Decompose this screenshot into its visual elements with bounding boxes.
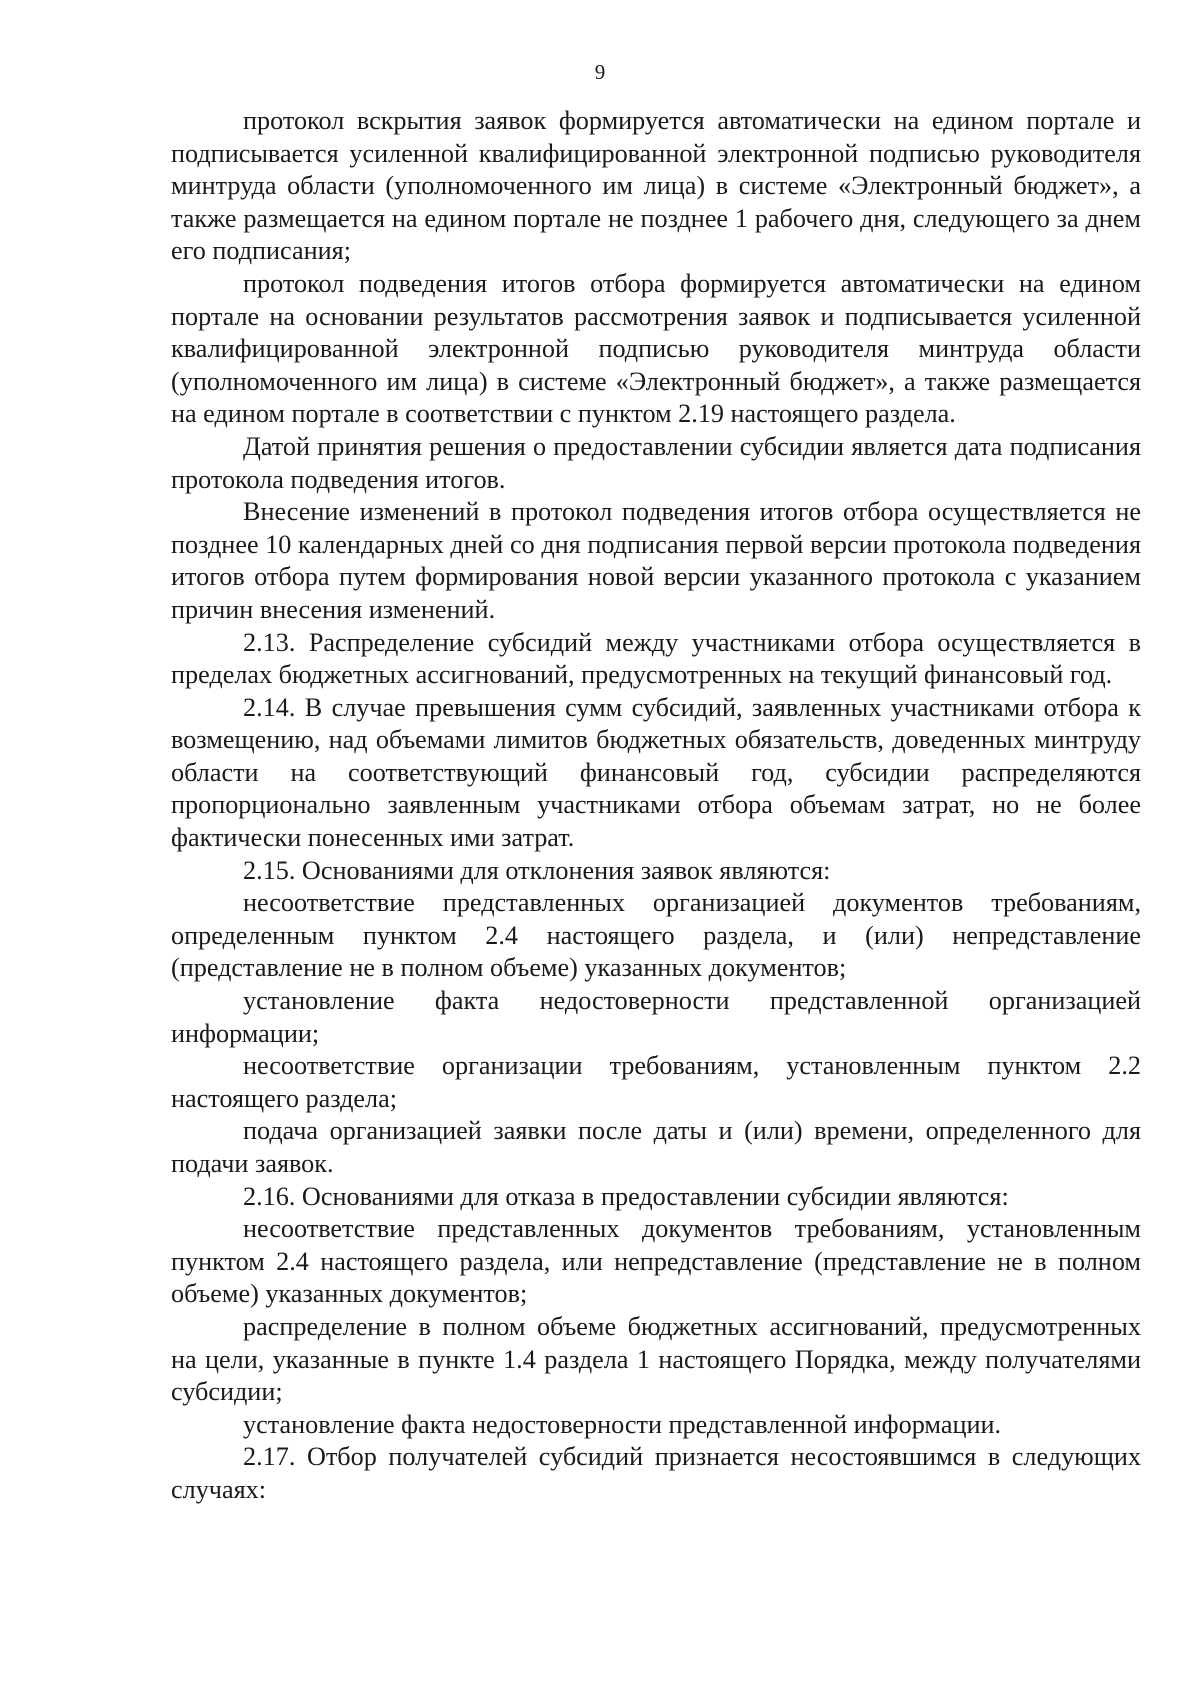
paragraph: протокол вскрытия заявок формируется автоматически на едином портале и подписывается усиленной квалифицированной электронной подписью руководителя минтруда области (уполномоченного им лица) в системе «Электронный бюджет», а также размещается на едином портале не позднее 1 рабочего дня, следующего за днем его подписания; <box>171 106 1141 266</box>
paragraph: 2.17. Отбор получателей субсидий признается несостоявшимся в следующих случаях: <box>171 1442 1141 1504</box>
paragraph: установление факта недостоверности представленной информации. <box>243 1409 1002 1439</box>
document-body <box>171 105 1141 1507</box>
paragraph: несоответствие организации требованиям, установленным пунктом 2.2 настоящего раздела; <box>171 1051 1141 1113</box>
paragraph: установление факта недостоверности представленной организацией информации; <box>171 986 1141 1048</box>
paragraph: 2.15. Основаниями для отклонения заявок являются: <box>243 855 831 885</box>
paragraph: Внесение изменений в протокол подведения итогов отбора осуществляется не позднее 10 календарных дней со дня подписания первой версии протокола подведения итогов отбора путем формирования новой версии указанного протокола с указанием причин внесения изменений. <box>171 497 1141 624</box>
paragraph: распределение в полном объеме бюджетных ассигнований, предусмотренных на цели, указанные в пункте 1.4 раздела 1 настоящего Порядка, между получателями субсидии; <box>171 1311 1141 1407</box>
paragraph: подача организацией заявки после даты и (или) времени, определенного для подачи заявок. <box>171 1116 1141 1178</box>
paragraph: 2.13. Распределение субсидий между участниками отбора осуществляется в пределах бюджетных ассигнований, предусмотренных на текущий финансовый год. <box>171 627 1141 690</box>
paragraph: 2.14. В случае превышения сумм субсидий, заявленных участниками отбора к возмещению, над объемами лимитов бюджетных обязательств, доведенных минтруду области на соответствующий финансовый год, субсидии распределяются пропорционально заявленным участниками отбора объемам затрат, но не более фактически понесенных ими затрат. <box>171 692 1141 853</box>
page-number: 9 <box>594 60 606 84</box>
paragraph: протокол подведения итогов отбора формируется автоматически на едином портале на основании результатов рассмотрения заявок и подписывается усиленной квалифицированной электронной подписью руководителя минтруда области (уполномоченного им лица) в системе «Электронный бюджет», а также размещается на едином портале в соответствии с пунктом 2.19 настоящего раздела. <box>171 268 1141 429</box>
paragraph: Датой принятия решения о предоставлении субсидии является дата подписания протокола подведения итогов. <box>171 431 1141 494</box>
paragraph: несоответствие представленных документов требованиям, установленным пунктом 2.4 настоящего раздела, или непредставление (представление не в полном объеме) указанных документов; <box>171 1214 1141 1309</box>
paragraph: несоответствие представленных организацией документов требованиям, определенным пунктом 2.4 настоящего раздела, и (или) непредставление (представление не в полном объеме) указанных документов; <box>171 888 1141 983</box>
paragraph: 2.16. Основаниями для отказа в предоставлении субсидии являются: <box>243 1181 1009 1211</box>
